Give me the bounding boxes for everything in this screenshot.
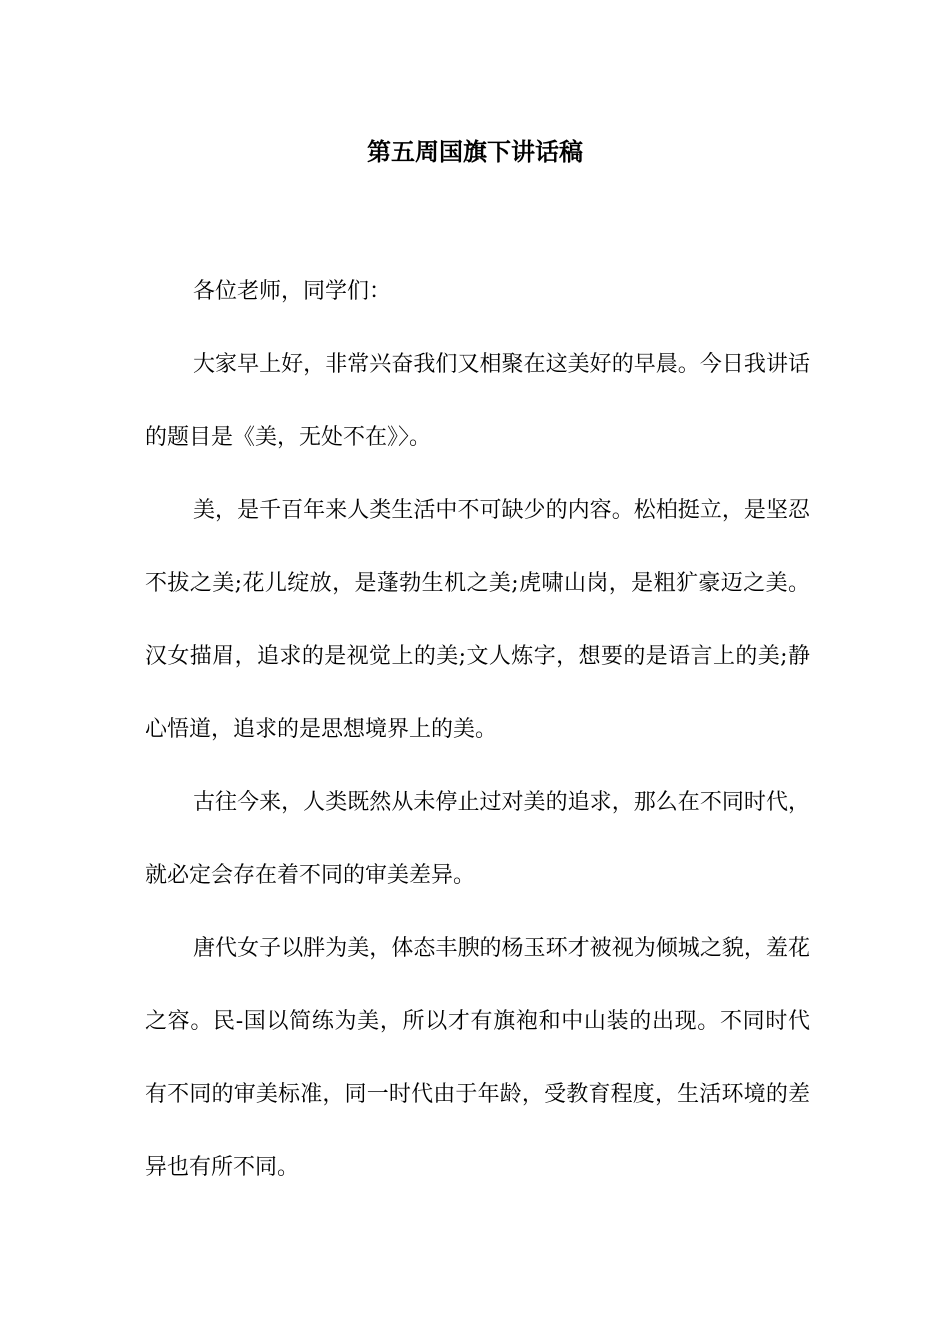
page-title: 第五周国旗下讲话稿 bbox=[367, 138, 583, 166]
paragraph-beauty-examples: 美，是千百年来人类生活中不可缺少的内容。松柏挺立，是坚忍不拔之美;花儿绽放，是蓬勃生机之美;虎啸山岗，是粗犷豪迈之美。汉女描眉，追求的是视觉上的美;文人炼字，想要的是语言上的美;静心悟道，追求的是思想境界上的美。 bbox=[145, 498, 810, 742]
paragraph-aesthetic-differences: 古往今来，人类既然从未停止过对美的追求，那么在不同时代，就必定会存在着不同的审美差异。 bbox=[145, 790, 810, 888]
paragraph-historical-standards: 唐代女子以胖为美，体态丰腴的杨玉环才被视为倾城之貌，羞花之容。民-国以简练为美，所以才有旗袍和中山装的出现。不同时代有不同的审美标准，同一时代由于年龄，受教育程度，生活环境的差异也有所不同。 bbox=[145, 936, 810, 1180]
paragraph-intro: 大家早上好，非常兴奋我们又相聚在这美好的早晨。今日我讲话的题目是《美，无处不在》〉。 bbox=[145, 352, 810, 450]
paragraph-greeting: 各位老师，同学们： bbox=[193, 279, 392, 304]
document-body bbox=[145, 255, 810, 1204]
